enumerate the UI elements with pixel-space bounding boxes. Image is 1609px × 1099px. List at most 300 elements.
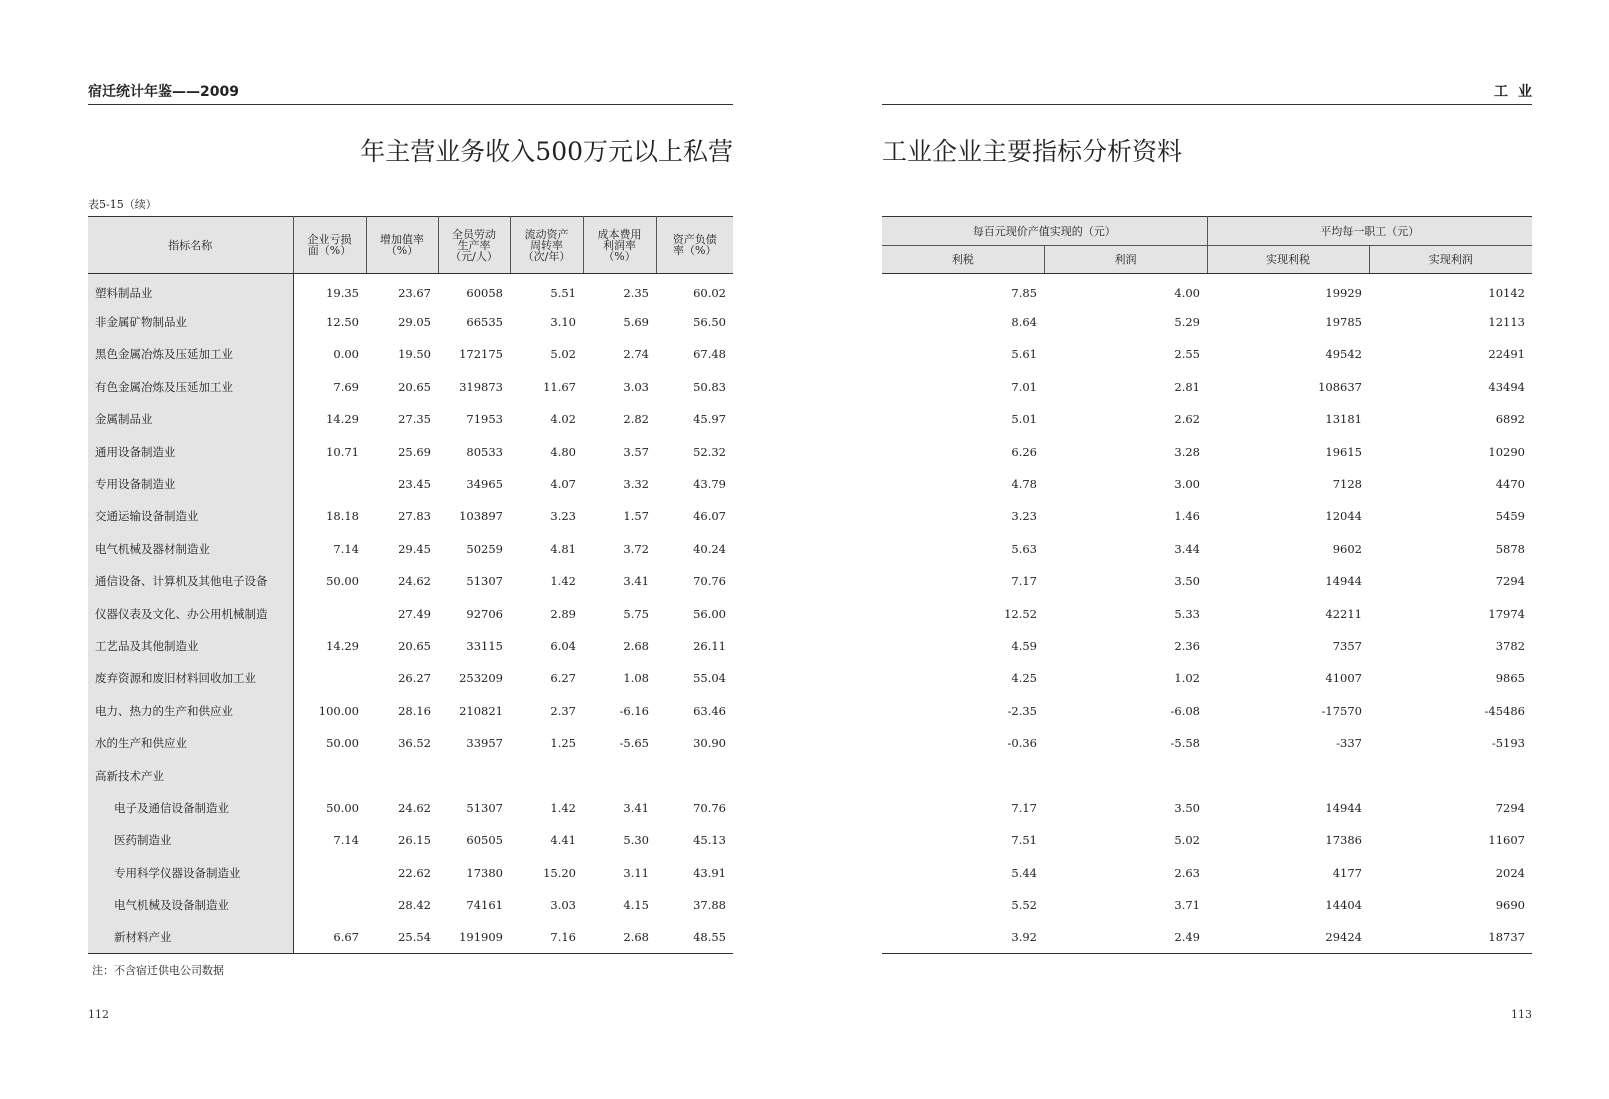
value-cell: 70.76 — [693, 574, 726, 589]
table-row — [882, 565, 1532, 597]
value-cell: 67.48 — [693, 347, 726, 362]
value-cell — [293, 759, 366, 791]
value-cell: 29.05 — [398, 315, 431, 330]
value-cell: 1.57 — [623, 509, 649, 524]
value-cell: 5.75 — [623, 606, 649, 621]
industry-name: 专用设备制造业 — [88, 468, 293, 500]
industry-name: 新材料产业 — [88, 921, 293, 953]
value-cell: -2.35 — [1007, 703, 1037, 718]
table-row — [882, 824, 1532, 856]
value-cell: 2.63 — [1174, 865, 1200, 880]
value-cell: 2.89 — [550, 606, 576, 621]
value-cell: 210821 — [459, 703, 503, 718]
right-page — [882, 0, 1542, 1099]
value-cell: 5.51 — [550, 285, 576, 300]
value-cell: 50259 — [466, 541, 503, 556]
column-header: 实现利税 — [1207, 246, 1369, 274]
value-cell: 41007 — [1325, 671, 1362, 686]
value-cell: 3.00 — [1174, 477, 1200, 492]
value-cell: 50.00 — [326, 574, 359, 589]
value-cell — [293, 662, 366, 694]
table-row — [88, 371, 733, 403]
table-row — [88, 500, 733, 532]
table-row — [88, 630, 733, 662]
industry-name: 医药制造业 — [88, 824, 293, 856]
table-row — [88, 759, 733, 791]
value-cell: 46.07 — [693, 509, 726, 524]
value-cell: -45486 — [1484, 703, 1525, 718]
value-cell: 100.00 — [318, 703, 359, 718]
value-cell: 5.30 — [623, 833, 649, 848]
value-cell: 3.10 — [550, 315, 576, 330]
value-cell: 3.41 — [623, 800, 649, 815]
value-cell: 2.74 — [623, 347, 649, 362]
value-cell: 5.44 — [1011, 865, 1037, 880]
value-cell: 19.35 — [326, 285, 359, 300]
value-cell: 2.36 — [1174, 638, 1200, 653]
value-cell: 45.97 — [693, 412, 726, 427]
industry-name: 电气机械及设备制造业 — [88, 889, 293, 921]
value-cell: 3.28 — [1174, 444, 1200, 459]
value-cell: 6.26 — [1011, 444, 1037, 459]
value-cell: 5.02 — [550, 347, 576, 362]
value-cell: 3.32 — [623, 477, 649, 492]
value-cell: -5.65 — [619, 736, 649, 751]
value-cell: 27.83 — [398, 509, 431, 524]
value-cell — [882, 759, 1044, 791]
table-row — [882, 435, 1532, 467]
value-cell: 191909 — [459, 930, 503, 945]
value-cell: 5.63 — [1011, 541, 1037, 556]
value-cell: 80533 — [466, 444, 503, 459]
value-cell: 4.00 — [1174, 285, 1200, 300]
value-cell: 22.62 — [398, 865, 431, 880]
value-cell — [1207, 759, 1369, 791]
table-row — [88, 274, 733, 306]
table-row — [882, 630, 1532, 662]
value-cell: -0.36 — [1007, 736, 1037, 751]
value-cell: 10290 — [1488, 444, 1525, 459]
value-cell: 60.02 — [693, 285, 726, 300]
industry-name: 非金属矿物制品业 — [88, 306, 293, 338]
value-cell: 172175 — [459, 347, 503, 362]
value-cell: 3.11 — [623, 865, 649, 880]
value-cell: -5193 — [1491, 736, 1525, 751]
value-cell: 29424 — [1325, 930, 1362, 945]
value-cell: 49542 — [1325, 347, 1362, 362]
value-cell: 7357 — [1332, 638, 1362, 653]
table-row — [88, 306, 733, 338]
table-row — [88, 468, 733, 500]
value-cell: 10.71 — [326, 444, 359, 459]
value-cell: 26.15 — [398, 833, 431, 848]
table-row — [88, 435, 733, 467]
value-cell: 5459 — [1495, 509, 1525, 524]
value-cell: 28.42 — [398, 898, 431, 913]
table-row — [882, 338, 1532, 370]
table-row — [88, 662, 733, 694]
value-cell: 56.50 — [693, 315, 726, 330]
table-row — [88, 857, 733, 889]
right-data-table — [882, 216, 1532, 954]
value-cell: 50.83 — [693, 379, 726, 394]
column-header: 增加值率 （%） — [366, 217, 438, 274]
value-cell: 3.03 — [550, 898, 576, 913]
industry-name: 通用设备制造业 — [88, 435, 293, 467]
value-cell: 12.50 — [326, 315, 359, 330]
value-cell: 50.00 — [326, 736, 359, 751]
value-cell: 20.65 — [398, 638, 431, 653]
table-row — [882, 597, 1532, 629]
industry-name: 专用科学仪器设备制造业 — [88, 857, 293, 889]
value-cell: 55.04 — [693, 671, 726, 686]
value-cell: -6.08 — [1170, 703, 1200, 718]
industry-name: 仪器仪表及文化、办公用机械制造 — [88, 597, 293, 629]
value-cell: 4.41 — [550, 833, 576, 848]
value-cell: -5.58 — [1170, 736, 1200, 751]
value-cell — [438, 759, 510, 791]
value-cell: 103897 — [459, 509, 503, 524]
value-cell: 37.88 — [693, 898, 726, 913]
value-cell: 29.45 — [398, 541, 431, 556]
value-cell: 7.51 — [1011, 833, 1037, 848]
value-cell: 25.54 — [398, 930, 431, 945]
industry-name: 黑色金属冶炼及压延加工业 — [88, 338, 293, 370]
footnote: 注：不含宿迁供电公司数据 — [92, 964, 224, 977]
table-title-part1: 年主营业务收入500万元以上私营 — [360, 137, 733, 166]
page-number-right: 113 — [1511, 1008, 1532, 1021]
left-data-table — [88, 216, 733, 954]
value-cell: 43494 — [1488, 379, 1525, 394]
page-number-left: 112 — [88, 1008, 109, 1021]
value-cell: 12044 — [1325, 509, 1362, 524]
industry-name: 电力、热力的生产和供应业 — [88, 695, 293, 727]
value-cell: 19615 — [1325, 444, 1362, 459]
value-cell: 4470 — [1495, 477, 1525, 492]
value-cell: 7.85 — [1011, 285, 1037, 300]
value-cell: 7.14 — [333, 541, 359, 556]
value-cell: 36.52 — [398, 736, 431, 751]
value-cell: 5.01 — [1011, 412, 1037, 427]
column-header: 成本费用 利润率 （%） — [583, 217, 656, 274]
value-cell: 50.00 — [326, 800, 359, 815]
value-cell: 4.78 — [1011, 477, 1037, 492]
value-cell: 3.23 — [1011, 509, 1037, 524]
value-cell: 11607 — [1488, 833, 1525, 848]
value-cell: 3.41 — [623, 574, 649, 589]
value-cell: 1.08 — [623, 671, 649, 686]
table-row — [88, 727, 733, 759]
value-cell: 3.92 — [1011, 930, 1037, 945]
value-cell: 12.52 — [1004, 606, 1037, 621]
value-cell: 23.67 — [398, 285, 431, 300]
column-header: 利润 — [1044, 246, 1207, 274]
value-cell: 10142 — [1488, 285, 1525, 300]
value-cell: 2.55 — [1174, 347, 1200, 362]
value-cell: 14.29 — [326, 638, 359, 653]
value-cell: 92706 — [466, 606, 503, 621]
table-row — [882, 792, 1532, 824]
value-cell: 19929 — [1325, 285, 1362, 300]
value-cell: 2.68 — [623, 638, 649, 653]
value-cell: 6.27 — [550, 671, 576, 686]
table-row — [88, 695, 733, 727]
value-cell: 3.50 — [1174, 574, 1200, 589]
table-row — [882, 306, 1532, 338]
table-row — [882, 759, 1532, 791]
group-header: 平均每一职工（元） — [1207, 217, 1532, 246]
industry-name: 通信设备、计算机及其他电子设备 — [88, 565, 293, 597]
value-cell: 2.82 — [623, 412, 649, 427]
table-title-part2: 工业企业主要指标分析资料 — [882, 137, 1183, 166]
value-cell: 5.61 — [1011, 347, 1037, 362]
value-cell: 5.33 — [1174, 606, 1200, 621]
value-cell: 6.67 — [333, 930, 359, 945]
column-header: 企业亏损 面（%） — [293, 217, 366, 274]
value-cell: 40.24 — [693, 541, 726, 556]
value-cell: 14404 — [1325, 898, 1362, 913]
value-cell — [293, 468, 366, 500]
column-header: 指标名称 — [88, 217, 293, 274]
value-cell: 4.07 — [550, 477, 576, 492]
value-cell: 9690 — [1495, 898, 1525, 913]
value-cell: 11.67 — [543, 379, 576, 394]
value-cell: 24.62 — [398, 574, 431, 589]
value-cell: 33957 — [466, 736, 503, 751]
table-row — [88, 403, 733, 435]
table-row — [882, 533, 1532, 565]
value-cell: 4.59 — [1011, 638, 1037, 653]
table-row — [882, 468, 1532, 500]
value-cell: 27.49 — [398, 606, 431, 621]
value-cell: 4.15 — [623, 898, 649, 913]
table-row — [88, 824, 733, 856]
table-row — [882, 403, 1532, 435]
value-cell: 60058 — [466, 285, 503, 300]
table-row — [882, 662, 1532, 694]
value-cell: 4.02 — [550, 412, 576, 427]
value-cell: 4177 — [1332, 865, 1362, 880]
value-cell: 3.72 — [623, 541, 649, 556]
value-cell: 52.32 — [693, 444, 726, 459]
table-row — [88, 338, 733, 370]
value-cell: 7294 — [1495, 800, 1525, 815]
value-cell — [293, 597, 366, 629]
value-cell: 20.65 — [398, 379, 431, 394]
industry-name: 高新技术产业 — [88, 759, 293, 791]
value-cell: 60505 — [466, 833, 503, 848]
value-cell: 71953 — [466, 412, 503, 427]
value-cell: 3.23 — [550, 509, 576, 524]
left-page — [88, 0, 733, 1099]
value-cell: 7128 — [1332, 477, 1362, 492]
value-cell: 3.57 — [623, 444, 649, 459]
value-cell: 3782 — [1495, 638, 1525, 653]
value-cell: 9602 — [1332, 541, 1362, 556]
value-cell: 28.16 — [398, 703, 431, 718]
column-header: 实现利润 — [1369, 246, 1532, 274]
value-cell: 23.45 — [398, 477, 431, 492]
section-title: 工业 — [1494, 84, 1542, 100]
value-cell: 15.20 — [543, 865, 576, 880]
table-row — [88, 597, 733, 629]
industry-name: 水的生产和供应业 — [88, 727, 293, 759]
value-cell: 1.42 — [550, 574, 576, 589]
value-cell: 7.69 — [333, 379, 359, 394]
column-header: 资产负债 率（%） — [656, 217, 733, 274]
value-cell: 0.00 — [333, 347, 359, 362]
yearbook-title: 宿迁统计年鉴——2009 — [88, 84, 239, 100]
right-header-row — [882, 246, 1532, 274]
value-cell: 2.35 — [623, 285, 649, 300]
value-cell: 9865 — [1495, 671, 1525, 686]
industry-name: 金属制品业 — [88, 403, 293, 435]
table-row — [88, 921, 733, 953]
industry-name: 有色金属冶炼及压延加工业 — [88, 371, 293, 403]
table-row — [882, 274, 1532, 306]
value-cell: 48.55 — [693, 930, 726, 945]
value-cell: 18737 — [1488, 930, 1525, 945]
running-head-left — [88, 82, 733, 105]
value-cell: 7294 — [1495, 574, 1525, 589]
value-cell: 2.37 — [550, 703, 576, 718]
value-cell: 2024 — [1495, 865, 1525, 880]
value-cell: 108637 — [1318, 379, 1362, 394]
value-cell: 26.27 — [398, 671, 431, 686]
value-cell: 27.35 — [398, 412, 431, 427]
value-cell: 12113 — [1488, 315, 1525, 330]
value-cell: 5.69 — [623, 315, 649, 330]
value-cell: 6.04 — [550, 638, 576, 653]
value-cell — [293, 857, 366, 889]
value-cell: 26.11 — [693, 638, 726, 653]
value-cell: 7.01 — [1011, 379, 1037, 394]
value-cell: 7.17 — [1011, 800, 1037, 815]
value-cell: 43.79 — [693, 477, 726, 492]
value-cell — [656, 759, 733, 791]
value-cell: 51307 — [466, 800, 503, 815]
value-cell: 1.46 — [1174, 509, 1200, 524]
industry-name: 交通运输设备制造业 — [88, 500, 293, 532]
value-cell: 30.90 — [693, 736, 726, 751]
value-cell — [293, 889, 366, 921]
value-cell — [1369, 759, 1532, 791]
value-cell: 24.62 — [398, 800, 431, 815]
column-header: 全员劳动 生产率 （元/人） — [438, 217, 510, 274]
value-cell: 4.80 — [550, 444, 576, 459]
value-cell: 25.69 — [398, 444, 431, 459]
value-cell: 14944 — [1325, 574, 1362, 589]
value-cell: 17974 — [1488, 606, 1525, 621]
industry-name: 电子及通信设备制造业 — [88, 792, 293, 824]
value-cell: 51307 — [466, 574, 503, 589]
value-cell: 5.52 — [1011, 898, 1037, 913]
table-row — [882, 371, 1532, 403]
table-row — [88, 792, 733, 824]
value-cell: 43.91 — [693, 865, 726, 880]
value-cell: -6.16 — [619, 703, 649, 718]
value-cell: 22491 — [1488, 347, 1525, 362]
table-row — [882, 857, 1532, 889]
value-cell: 42211 — [1325, 606, 1362, 621]
value-cell: 74161 — [466, 898, 503, 913]
value-cell: 66535 — [466, 315, 503, 330]
value-cell: 18.18 — [326, 509, 359, 524]
value-cell — [510, 759, 583, 791]
table-id: 表5-15（续） — [88, 198, 157, 211]
value-cell: 3.71 — [1174, 898, 1200, 913]
value-cell: 4.81 — [550, 541, 576, 556]
value-cell — [366, 759, 438, 791]
table-row — [88, 889, 733, 921]
value-cell: 253209 — [459, 671, 503, 686]
value-cell: 14944 — [1325, 800, 1362, 815]
value-cell: 19785 — [1325, 315, 1362, 330]
value-cell: 319873 — [459, 379, 503, 394]
value-cell: 2.81 — [1174, 379, 1200, 394]
industry-name: 电气机械及器材制造业 — [88, 533, 293, 565]
value-cell: 2.62 — [1174, 412, 1200, 427]
value-cell: -337 — [1336, 736, 1362, 751]
table-row — [882, 727, 1532, 759]
value-cell: -17570 — [1321, 703, 1362, 718]
left-header-row — [88, 217, 733, 274]
value-cell: 1.25 — [550, 736, 576, 751]
value-cell: 5.02 — [1174, 833, 1200, 848]
value-cell: 34965 — [466, 477, 503, 492]
value-cell: 5.29 — [1174, 315, 1200, 330]
value-cell: 5878 — [1495, 541, 1525, 556]
table-row — [88, 533, 733, 565]
value-cell: 13181 — [1325, 412, 1362, 427]
value-cell: 19.50 — [398, 347, 431, 362]
industry-name: 废弃资源和废旧材料回收加工业 — [88, 662, 293, 694]
value-cell: 63.46 — [693, 703, 726, 718]
column-header: 利税 — [882, 246, 1044, 274]
value-cell: 4.25 — [1011, 671, 1037, 686]
group-header: 每百元现价产值实现的（元） — [882, 217, 1207, 246]
value-cell: 56.00 — [693, 606, 726, 621]
value-cell: 70.76 — [693, 800, 726, 815]
value-cell: 7.16 — [550, 930, 576, 945]
table-row — [882, 889, 1532, 921]
value-cell: 6892 — [1495, 412, 1525, 427]
value-cell: 1.42 — [550, 800, 576, 815]
running-head-right — [882, 82, 1542, 105]
value-cell — [1044, 759, 1207, 791]
value-cell: 2.68 — [623, 930, 649, 945]
value-cell: 17386 — [1325, 833, 1362, 848]
value-cell: 33115 — [466, 638, 503, 653]
value-cell: 45.13 — [693, 833, 726, 848]
table-row — [882, 695, 1532, 727]
industry-name: 工艺品及其他制造业 — [88, 630, 293, 662]
value-cell: 8.64 — [1011, 315, 1037, 330]
value-cell: 3.03 — [623, 379, 649, 394]
value-cell: 7.14 — [333, 833, 359, 848]
table-row — [88, 565, 733, 597]
value-cell: 1.02 — [1174, 671, 1200, 686]
value-cell: 14.29 — [326, 412, 359, 427]
industry-name: 塑料制品业 — [88, 274, 293, 306]
right-group-header-row — [882, 217, 1532, 246]
table-row — [882, 500, 1532, 532]
value-cell: 17380 — [466, 865, 503, 880]
value-cell: 7.17 — [1011, 574, 1037, 589]
column-header: 流动资产 周转率 （次/年） — [510, 217, 583, 274]
table-row — [882, 921, 1532, 953]
value-cell: 3.50 — [1174, 800, 1200, 815]
